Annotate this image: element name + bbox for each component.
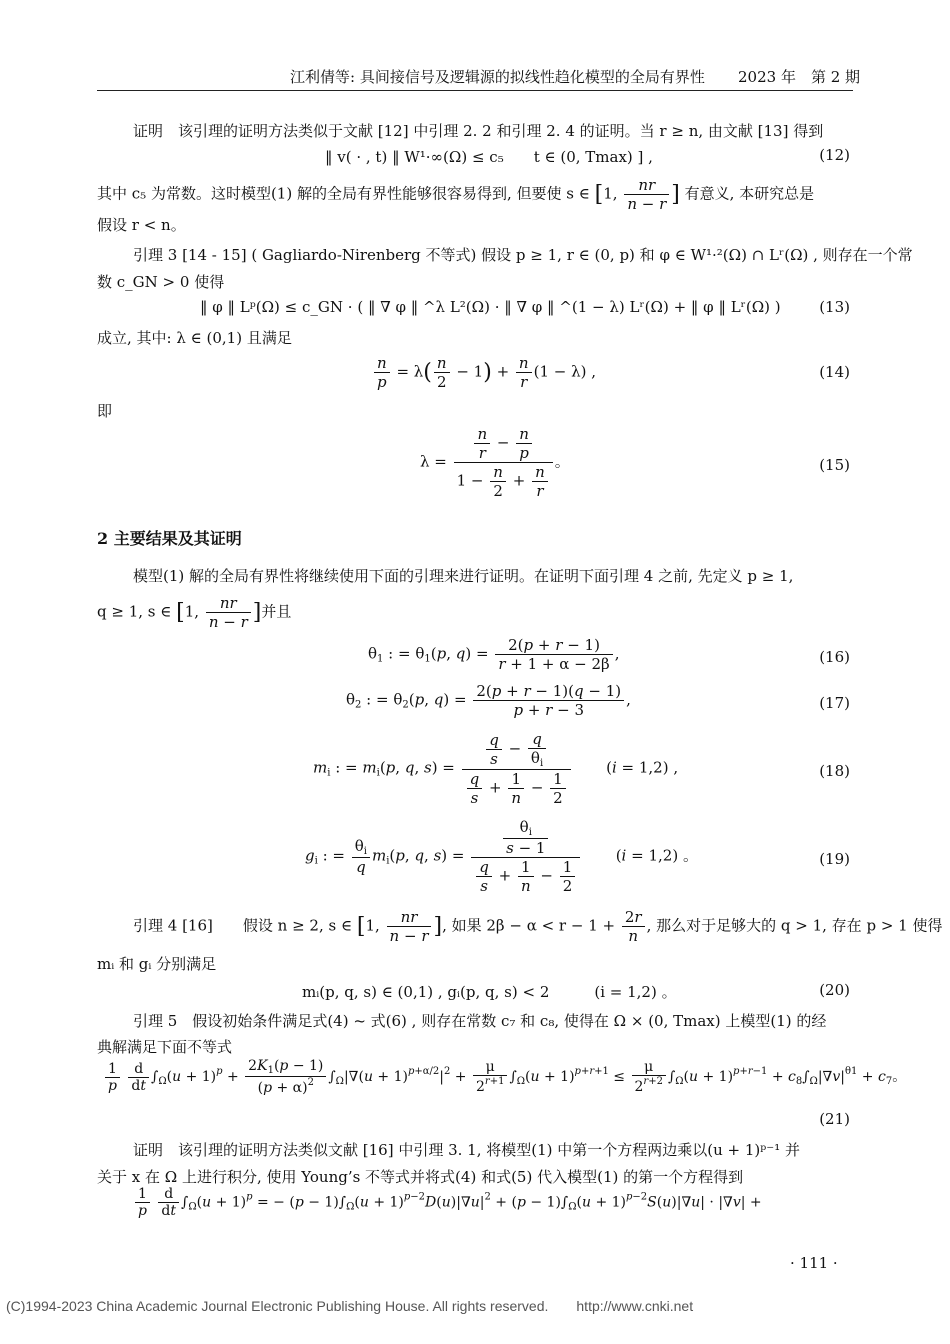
equation-17: $\theta_2$ : = $\theta_2(p$, q) = $\frac{2(p + r - 1)(q - 1)}{p + r - 3}$ , (346, 682, 631, 719)
equation-14: $\frac{n}{p}$ = λ( $\frac{n}{2}$ − 1) + $\frac{n}{r}$ (1 − λ) , (372, 354, 596, 391)
lemma-3-cont: 数 c_GN > 0 使得 (97, 273, 225, 291)
equation-number-17: (17) (819, 694, 850, 712)
header-rule (97, 90, 853, 91)
equation-number-21: (21) (819, 1110, 850, 1128)
running-title: 江利倩等: 具间接信号及逻辑源的拟线性趋化模型的全局有界性 (290, 68, 705, 86)
equation-13: ‖ φ ‖ Lᵖ(Ω) ≤ c_GN · ( ‖ ∇ φ ‖ ^λ L²(Ω) · ‖ ∇ φ ‖ ^(1 − λ) Lʳ(Ω) + ‖ φ ‖ Lʳ(Ω) ) (200, 298, 781, 316)
equation-number-15: (15) (819, 456, 850, 474)
section-heading: 2 主要结果及其证明 (97, 529, 242, 548)
equation-line: $\frac{1}{p}$ $\frac{d}{dt}$ $\int_\Omega(u + 1)^p$ = − $(p - 1)\int_\Omega(u + 1)^{p-2}D(u)|\nabla u|^2 + (p - 1)\int_\Omega(u + 1)^{p-2}S(u)|\nabla u| \cdot |\nabla v|$ + (133, 1186, 762, 1219)
equation-12: ‖ v( · , t) ‖ W¹·∞(Ω) ≤ c₅ t ∈ (0, Tmax) ] , (325, 148, 653, 166)
proof-paragraph: 证明 该引理的证明方法类似文献 [16] 中引理 3. 1, 将模型(1) 中第一个方程两边乘以(u + 1)ᵖ⁻¹ 并 (133, 1141, 800, 1159)
lemma-5-cont: 典解满足下面不等式 (97, 1038, 233, 1056)
paragraph-line: 模型(1) 解的全局有界性将继续使用下面的引理来进行证明。在证明下面引理 4 之前, 先定义 p ≥ 1, (133, 567, 794, 585)
lemma-5: 引理 5 假设初始条件满足式(4) ~ 式(6) , 则存在常数 c₇ 和 c₈, 使得在 Ω × (0, Tmax) 上模型(1) 的经 (133, 1012, 827, 1030)
paragraph-line: 假设 r < n。 (97, 216, 186, 234)
paragraph-line: q ≥ 1, s ∈ [1, $\frac{nr}{n - r}$ ]并且 (97, 594, 292, 631)
paragraph-text: q ≥ 1, s ∈ (97, 602, 172, 621)
lemma-4: 引理 4 [16] 假设 n ≥ 2, s ∈ [1, $\frac{nr}{n - r}$ ], 如果 2β − α < r − 1 + $\frac{2r}{n}$ , 那么对于足够大的 q > 1, 存在 p > 1 使得 (133, 908, 943, 945)
issue-label: 2023 年 第 2 期 (738, 68, 861, 86)
paragraph-line: 成立, 其中: λ ∈ (0,1) 且满足 (97, 329, 292, 347)
lemma-text: , 如果 2β − α < r − 1 + (442, 916, 616, 935)
equation-16: $\theta_1$ : = $\theta_1(p$, q) = $\frac{2(p + r - 1)}{r + 1 + \alpha - 2\beta}$ , (368, 636, 620, 673)
equation-15: λ = $\frac{n}{r}$ − $\frac{n}{p}$ 1 − $\frac{n}{2}$ + $\frac{n}{r}$ 。 (420, 425, 570, 500)
paragraph-text: 其中 c₅ 为常数。这时模型(1) 解的全局有界性能够很容易得到, 但要使 s ∈ (97, 184, 590, 203)
equation-number-14: (14) (819, 363, 850, 381)
equation-21: $\frac{1}{p}$ $\frac{d}{dt}$ $\int_\Omega(u + 1)^p$ + $\frac{2K_1(p - 1)}{(p + \alpha)^2}$ $\int_\Omega|\nabla(u + 1)^{p+\alpha/2}|^2$ + $\frac{\mu}{2^{r+1}}$ $\int_\Omega(u + 1)^{p+r+1}$ ≤ $\frac{\mu}{2^{r+2}}$ $\int_\Omega(u + 1)^{p+r-1} + c_8\int_\Omega|\nabla v|^{\theta 1} + c_7$。 (103, 1058, 906, 1096)
proof-paragraph: 证明 该引理的证明方法类似于文献 [12] 中引理 2. 2 和引理 2. 4 的证明。当 r ≥ n, 由文献 [13] 得到 (133, 122, 824, 140)
copyright-notice: (C)1994-2023 China Academic Journal Electronic Publishing House. All rights reserved. http://www.cnki.net (6, 1298, 694, 1314)
proof-paragraph-cont: 关于 x 在 Ω 上进行积分, 使用 Young’s 不等式并将式(4) 和式(5) 代入模型(1) 的第一个方程得到 (97, 1168, 744, 1186)
equation-19: $g_i$ : = $\frac{\theta_i}{q}$ $m_i(p$, q, s) = $\frac{\theta_i}{s - 1}$ $\frac{q}{s}$ + $\frac{1}{n}$ − $\frac{1}{2}$ (i = 1,2) 。 (305, 818, 698, 895)
paragraph-text: 有意义, 本研究总是 (684, 184, 815, 203)
equation-20: mᵢ(p, q, s) ∈ (0,1) , gᵢ(p, q, s) < 2 (i = 1,2) 。 (302, 983, 677, 1001)
lemma-text: 引理 4 [16] 假设 n ≥ 2, s ∈ (133, 916, 353, 935)
equation-number-18: (18) (819, 762, 850, 780)
paragraph-line: 即 (97, 402, 113, 420)
page-number: · 111 · (790, 1254, 838, 1272)
paragraph-line: 其中 c₅ 为常数。这时模型(1) 解的全局有界性能够很容易得到, 但要使 s ∈ [1, $\frac{nr}{n - r}$ ] 有意义, 本研究总是 (97, 176, 815, 213)
paragraph-text: 并且 (261, 602, 292, 621)
equation-number-20: (20) (819, 981, 850, 999)
equation-number-13: (13) (819, 298, 850, 316)
fraction: $\frac{nr}{n - r}$ (624, 176, 669, 213)
lemma-text: , 那么对于足够大的 q > 1, 存在 p > 1 使得 (646, 916, 943, 935)
equation-number-12: (12) (819, 146, 850, 164)
equation-number-16: (16) (819, 648, 850, 666)
lemma-4-cont: mᵢ 和 gᵢ 分别满足 (97, 955, 217, 973)
equation-18: $m_i$ : = $m_i(p$, q, s) = $\frac{q}{s}$ − $\frac{q}{\theta_i}$ $\frac{q}{s}$ + $\frac{1}{n}$ − $\frac{1}{2}$ (i = 1,2) , (313, 730, 679, 807)
equation-number-19: (19) (819, 850, 850, 868)
lemma-3: 引理 3 [14 - 15] ( Gagliardo-Nirenberg 不等式) 假设 p ≥ 1, r ∈ (0, p) 和 φ ∈ W¹·²(Ω) ∩ Lʳ(Ω) , 则存在一个常 (133, 246, 913, 264)
